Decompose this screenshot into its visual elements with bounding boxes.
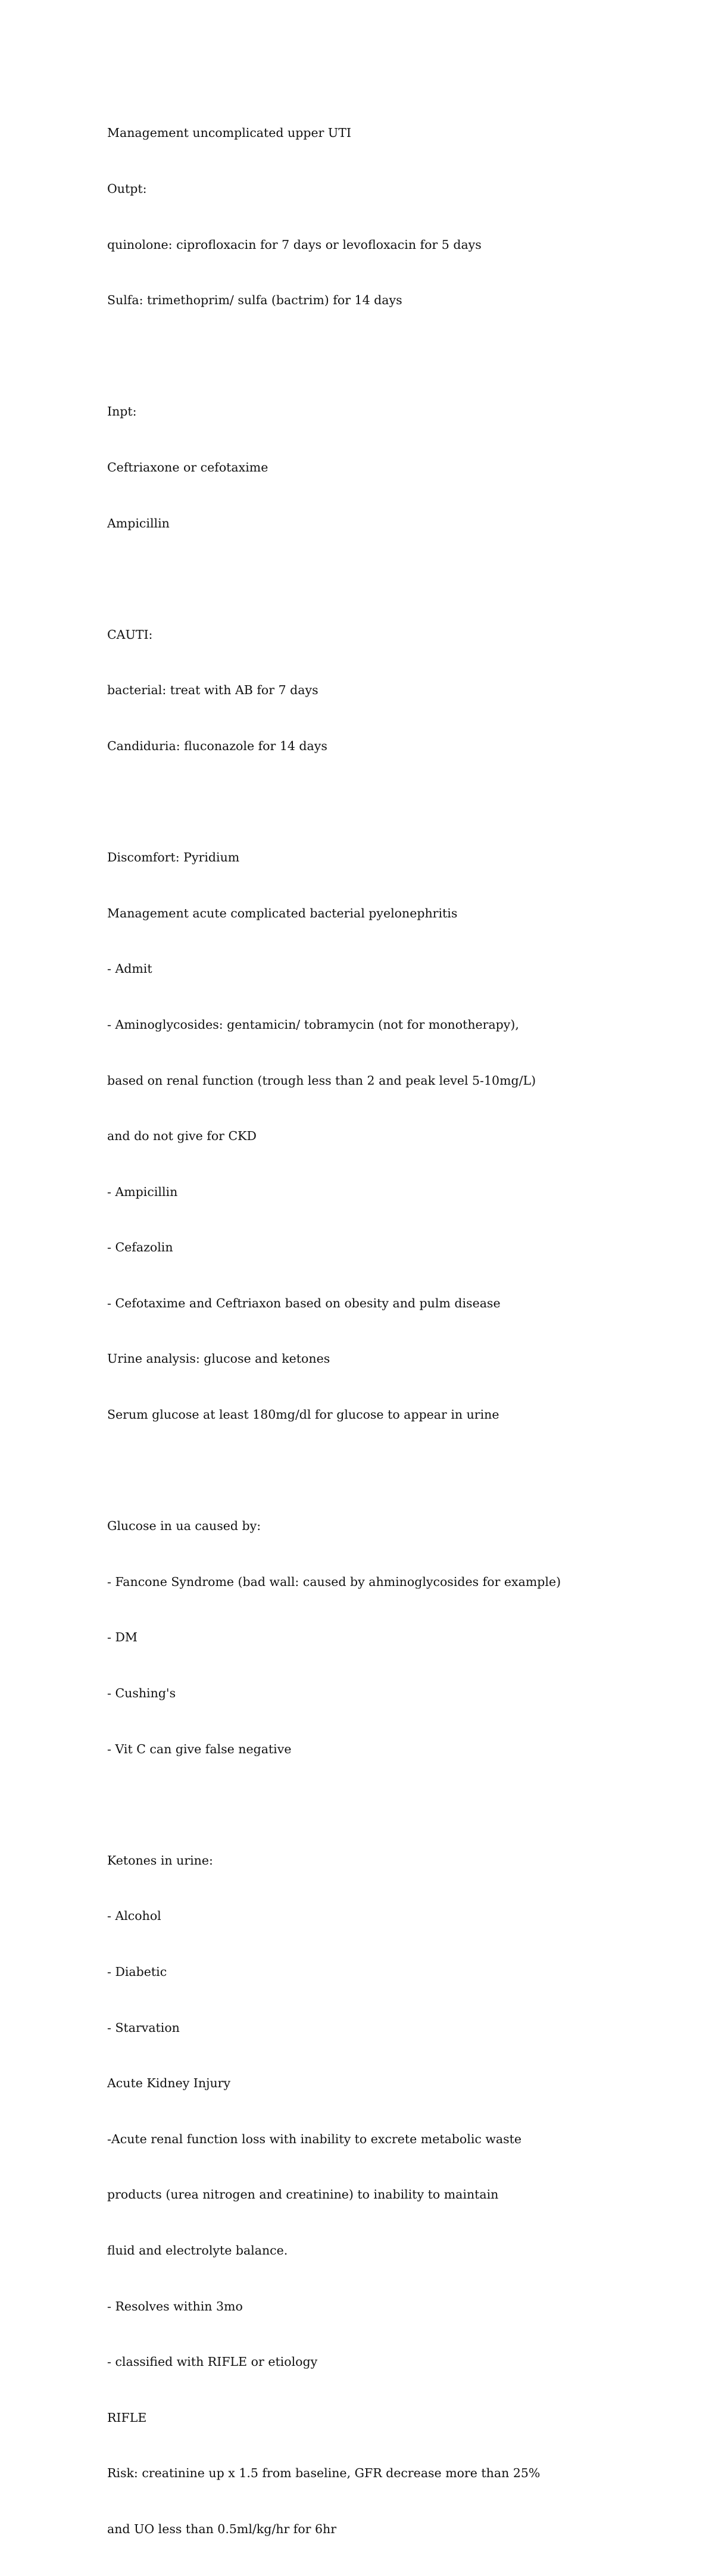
text-line: Candiduria: fluconazole for 14 days [107, 738, 327, 753]
text-line: - Diabetic [107, 1965, 167, 1979]
text-line: based on renal function (trough less than 2 and peak level 5-10mg/L) [107, 1073, 536, 1088]
text-line: - Cefazolin [107, 1240, 173, 1255]
text-line: fluid and electrolyte balance. [107, 2243, 288, 2257]
blank-line [107, 347, 679, 366]
text-line: RIFLE [107, 2410, 147, 2425]
text-line: - Alcohol [107, 1909, 161, 1924]
blank-line [107, 1462, 679, 1480]
text-line: -Acute renal function loss with inability to excrete metabolic waste [107, 2131, 522, 2146]
text-line: - Vit C can give false negative [107, 1741, 292, 1756]
text-line: Risk: creatinine up x 1.5 from baseline, GFR decrease more than 25% [107, 2466, 541, 2481]
text-line: Ketones in urine: [107, 1853, 213, 1868]
text-line: - Starvation [107, 2020, 180, 2035]
text-line: Serum glucose at least 180mg/dl for glucose to appear in urine [107, 1407, 499, 1422]
text-line: Discomfort: Pyridium [107, 850, 240, 865]
text-line: Outpt: [107, 182, 147, 196]
text-line: - DM [107, 1630, 138, 1645]
text-line: Management uncomplicated upper UTI [107, 126, 351, 140]
text-line: - Fancone Syndrome (bad wall: caused by ahminoglycosides for example) [107, 1574, 561, 1589]
document-text-body [107, 87, 679, 2576]
text-line: - Aminoglycosides: gentamicin/ tobramycin (not for monotherapy), [107, 1017, 519, 1032]
text-line: - classified with RIFLE or etiology [107, 2355, 318, 2369]
text-line: quinolone: ciprofloxacin for 7 days or levofloxacin for 5 days [107, 237, 482, 252]
text-line: and do not give for CKD [107, 1129, 257, 1144]
text-line: Management acute complicated bacterial pyelonephritis [107, 905, 458, 920]
text-line: - Admit [107, 961, 152, 976]
text-line: Urine analysis: glucose and ketones [107, 1351, 330, 1366]
text-line: Ceftriaxone or cefotaxime [107, 460, 268, 474]
text-line: - Cushing's [107, 1686, 176, 1701]
text-line: bacterial: treat with AB for 7 days [107, 683, 318, 698]
blank-line [107, 570, 679, 588]
text-line: Ampicillin [107, 516, 170, 530]
text-line: - Ampicillin [107, 1184, 178, 1199]
text-line: - Cefotaxime and Ceftriaxon based on obesity and pulm disease [107, 1295, 501, 1310]
blank-line [107, 793, 679, 811]
text-line: Glucose in ua caused by: [107, 1519, 261, 1534]
text-line: and UO less than 0.5ml/kg/hr for 6hr [107, 2521, 337, 2536]
text-line: - Resolves within 3mo [107, 2299, 243, 2313]
text-line: Sulfa: trimethoprim/ sulfa (bactrim) for 14 days [107, 293, 402, 308]
blank-line [107, 1796, 679, 1814]
text-line: Acute Kidney Injury [107, 2076, 231, 2091]
text-line: products (urea nitrogen and creatinine) to inability to maintain [107, 2187, 499, 2202]
text-line: CAUTI: [107, 627, 153, 642]
text-line: Inpt: [107, 404, 137, 419]
